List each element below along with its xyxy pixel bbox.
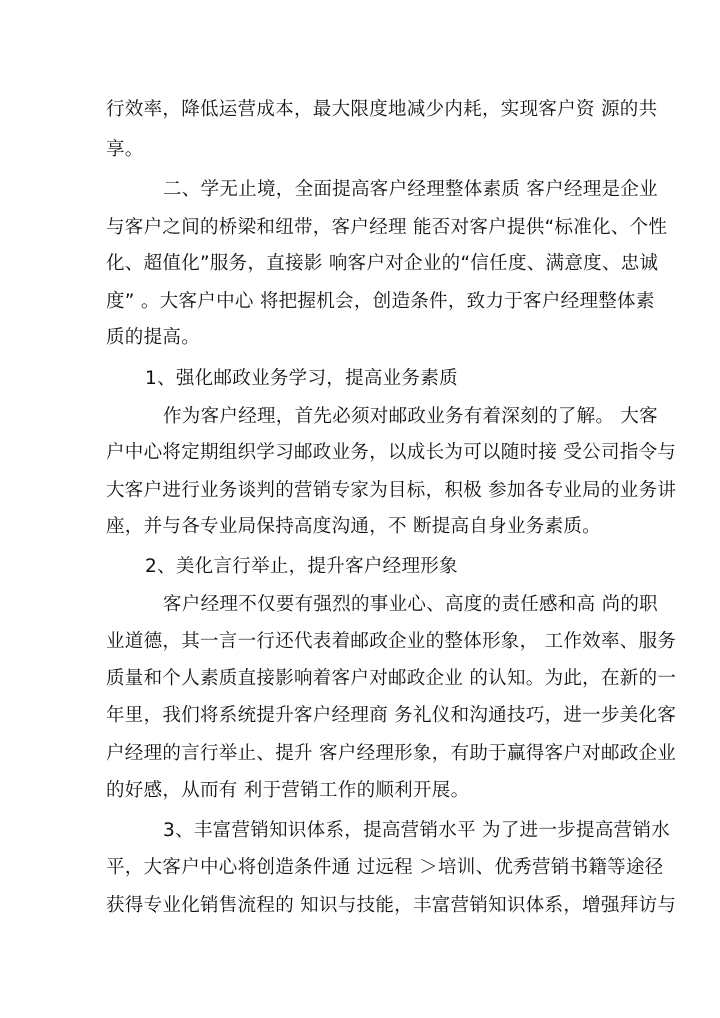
paragraph-line: 行效率，降低运营成本，最大限度地减少内耗，实现客户资 源的共 [106,99,658,120]
paragraph-line: 质量和个人素质直接影响着客户对邮政企业 的认知。为此，在新的一 [106,668,677,689]
subheading-line: 1、强化邮政业务学习，提高业务素质 [145,368,458,389]
paragraph-line: 大客户进行业务谈判的营销专家为目标，积极 参加各专业局的业务讲 [106,480,677,501]
paragraph-line: 户经理的言行举止、提升 客户经理形象，有助于赢得客户对邮政企业 [106,743,677,764]
paragraph-line: 享。 [106,139,144,160]
paragraph-line: 客户经理不仅要有强烈的事业心、高度的责任感和高 尚的职 [163,594,658,615]
paragraph-line: 获得专业化销售流程的 知识与技能，丰富营销知识体系，增强拜访与 [106,895,677,916]
paragraph-line: 作为客户经理，首先必须对邮政业务有着深刻的了解。 大客 [163,406,658,427]
paragraph-line: 户中心将定期组织学习邮政业务，以成长为可以随时接 受公司指令与 [106,442,677,463]
section-heading-line: 二、学无止境，全面提高客户经理整体素质 客户经理是企业 [163,179,658,200]
paragraph-line: 质的提高。 [106,327,201,348]
subheading-line: 3、丰富营销知识体系，提高营销水平 为了进一步提高营销水 [163,820,671,841]
paragraph-line: 化、超值化”服务，直接影 响客户对企业的“信任度、满意度、忠诚 [106,253,659,274]
paragraph-line: 与客户之间的桥梁和纽带，客户经理 能否对客户提供“标准化、个性 [106,217,668,238]
paragraph-line: 度” 。大客户中心 将把握机会，创造条件，致力于客户经理整体素 [106,291,655,312]
paragraph-line: 的好感，从而有 利于营销工作的顺利开展。 [106,780,470,801]
paragraph-line: 年里，我们将系统提升客户经理商 务礼仪和沟通技巧，进一步美化客 [106,705,677,726]
paragraph-line: 业道德，其一言一行还代表着邮政企业的整体形象， 工作效率、服务 [106,631,677,652]
paragraph-line: 平，大客户中心将创造条件通 过远程 ＞培训、优秀营销书籍等途径 [106,857,664,878]
subheading-line: 2、美化言行举止，提升客户经理形象 [145,556,458,577]
paragraph-line: 座，并与各专业局保持高度沟通，不 断提高自身业务素质。 [106,516,601,537]
